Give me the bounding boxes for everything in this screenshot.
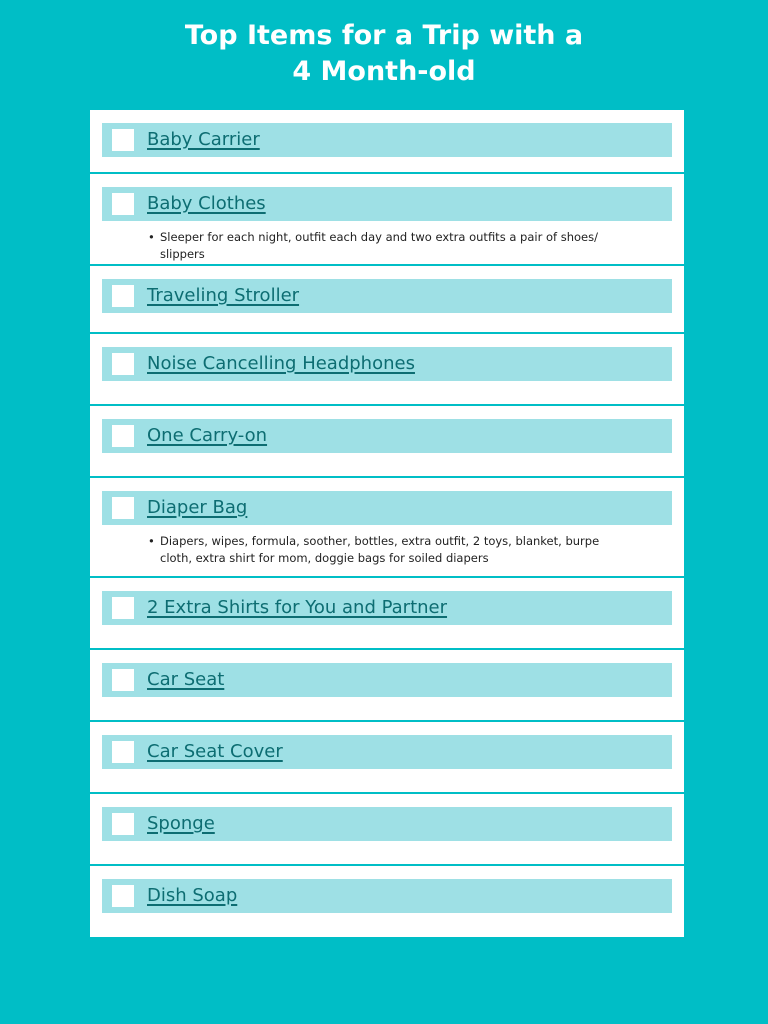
item-label[interactable]: Noise Cancelling Headphones	[147, 353, 415, 374]
item-label[interactable]: Dish Soap	[147, 885, 238, 906]
item-bar	[102, 807, 672, 841]
item-bar	[102, 879, 672, 913]
checklist-item-noise-cancelling-headphones	[90, 334, 684, 406]
item-label[interactable]: Baby Clothes	[147, 193, 266, 214]
checklist-item-one-carry-on	[90, 406, 684, 478]
item-bar	[102, 735, 672, 769]
checklist-item-sponge	[90, 794, 684, 866]
checkbox[interactable]	[112, 425, 134, 447]
item-bar	[102, 591, 672, 625]
title-line-2: 4 Month-old	[292, 56, 476, 87]
item-bar	[102, 187, 672, 221]
checklist-item-car-seat-cover	[90, 722, 684, 794]
checkbox[interactable]	[112, 353, 134, 375]
title-line-1: Top Items for a Trip with a	[184, 20, 584, 51]
item-bar	[102, 491, 672, 525]
item-label[interactable]: One Carry-on	[147, 425, 268, 446]
checklist-item-diaper-bag	[90, 478, 684, 578]
checklist-item-car-seat	[90, 650, 684, 722]
item-label[interactable]: Baby Carrier	[147, 129, 260, 150]
item-label[interactable]: 2 Extra Shirts for You and Partner	[147, 597, 448, 618]
checkbox[interactable]	[112, 497, 134, 519]
checkbox[interactable]	[112, 741, 134, 763]
item-note	[160, 229, 630, 263]
item-label[interactable]: Car Seat Cover	[147, 741, 283, 762]
checklist-item-baby-carrier	[90, 110, 684, 174]
item-note-text: • Diapers, wipes, formula, soother, bottles, extra outfit, 2 toys, blanket, burpe cloth, extra shirt for mom, doggie bags for soiled diapers	[160, 533, 630, 567]
item-label[interactable]: Traveling Stroller	[147, 285, 300, 306]
checkbox[interactable]	[112, 193, 134, 215]
item-label[interactable]: Diaper Bag	[147, 497, 248, 518]
checkbox[interactable]	[112, 597, 134, 619]
checklist-item-extra-shirts	[90, 578, 684, 650]
item-note-text: • Sleeper for each night, outfit each day and two extra outfits a pair of shoes/ slippers	[160, 229, 630, 263]
checkbox[interactable]	[112, 285, 134, 307]
checklist-item-dish-soap	[90, 866, 684, 937]
checkbox[interactable]	[112, 669, 134, 691]
item-bar	[102, 279, 672, 313]
item-label[interactable]: Car Seat	[147, 669, 225, 690]
checkbox[interactable]	[112, 885, 134, 907]
item-label[interactable]: Sponge	[147, 813, 215, 834]
checkbox[interactable]	[112, 813, 134, 835]
item-bar	[102, 347, 672, 381]
checkbox[interactable]	[112, 129, 134, 151]
item-bar	[102, 123, 672, 157]
page-title	[0, 18, 768, 90]
checklist	[90, 110, 684, 937]
item-note	[160, 533, 630, 567]
item-bar	[102, 663, 672, 697]
checklist-item-baby-clothes	[90, 174, 684, 266]
checklist-item-traveling-stroller	[90, 266, 684, 334]
item-bar	[102, 419, 672, 453]
